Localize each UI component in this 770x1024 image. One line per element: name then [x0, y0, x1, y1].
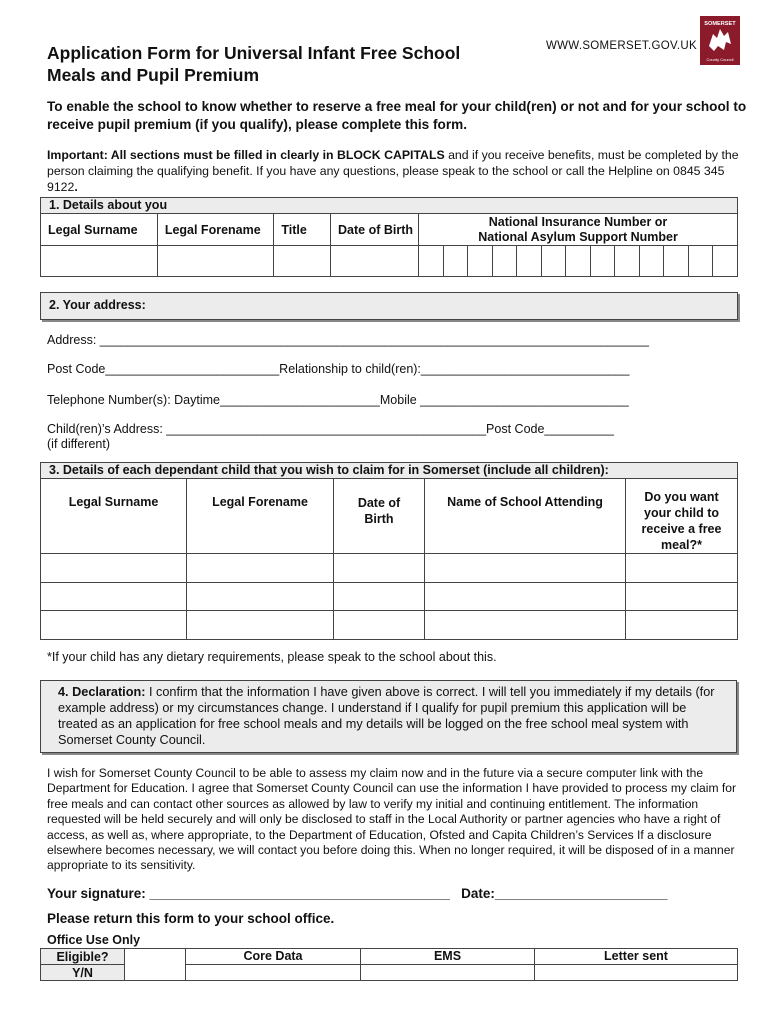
logo-text-top: SOMERSET	[704, 21, 736, 27]
office-use-title: Office Use Only	[47, 933, 141, 947]
col-school: Name of School Attending	[425, 479, 626, 554]
meal-line-1: Do you want	[644, 490, 719, 504]
col-child-dob	[334, 479, 425, 554]
col-child-surname: Legal Surname	[41, 479, 187, 554]
intro-text: To enable the school to know whether to reserve a free meal for your child(ren) or not and for your school to receive pupil premium (if you qualify), please complete this form.	[47, 99, 747, 132]
ni-box[interactable]	[468, 246, 493, 277]
ni-box[interactable]	[664, 246, 689, 277]
somerset-logo	[700, 16, 740, 65]
input-date-of-birth[interactable]	[331, 246, 419, 277]
declaration-text: I confirm that the information I have given above is correct. I will tell you immediately if my details (for example address) or my circumstances change. I understand if I qualify for pupil premium this application will be treated as an application for free school meals and my details will be logged on the free school meal system with Somerset County Council.	[58, 685, 715, 747]
meal-line-2: your child to	[644, 506, 719, 520]
ni-box[interactable]	[590, 246, 615, 277]
ni-box[interactable]	[713, 246, 738, 277]
ni-box[interactable]	[517, 246, 542, 277]
ni-box[interactable]	[541, 246, 566, 277]
ni-line-1: National Insurance Number or	[488, 214, 668, 229]
child-row-forename[interactable]	[187, 583, 334, 611]
important-end: .	[74, 180, 78, 194]
child-row-meal[interactable]	[626, 583, 738, 611]
ems-value[interactable]	[361, 965, 535, 981]
child-row-dob[interactable]	[334, 554, 425, 583]
page-title	[47, 42, 517, 86]
child-row-forename[interactable]	[187, 611, 334, 640]
core-data-header: Core Data	[186, 949, 361, 965]
important-bold: : All sections must be filled in clearly in BLOCK CAPITALS	[103, 148, 445, 162]
section3-table	[40, 462, 738, 640]
child-row-forename[interactable]	[187, 554, 334, 583]
ni-box[interactable]	[443, 246, 468, 277]
ni-line-2: National Asylum Support Number	[478, 229, 678, 244]
child-row-meal[interactable]	[626, 611, 738, 640]
logo-text-bottom: County Council	[706, 57, 734, 62]
col-legal-surname: Legal Surname	[41, 214, 158, 246]
core-data-value[interactable]	[186, 965, 361, 981]
website-link[interactable]: WWW.SOMERSET.GOV.UK	[546, 40, 697, 52]
eligible-value[interactable]	[125, 949, 186, 981]
ni-box[interactable]	[492, 246, 517, 277]
office-use-table	[40, 948, 738, 981]
child-row-school[interactable]	[425, 583, 626, 611]
ni-box[interactable]	[615, 246, 640, 277]
important-note	[47, 147, 747, 195]
child-row-meal[interactable]	[626, 554, 738, 583]
col-title: Title	[274, 214, 331, 246]
col-legal-forename: Legal Forename	[157, 214, 274, 246]
section1-table	[40, 197, 738, 277]
child-address-field[interactable]: Child(ren)’s Address: ______________________________________________Post Code__________	[47, 422, 614, 436]
child-row-surname[interactable]	[41, 583, 187, 611]
child-row-school[interactable]	[425, 611, 626, 640]
ni-box[interactable]	[688, 246, 713, 277]
col-ni-number	[419, 214, 738, 246]
section1-title: 1. Details about you	[41, 198, 738, 214]
ni-box[interactable]	[566, 246, 591, 277]
section2-header	[40, 292, 738, 320]
return-note: Please return this form to your school office.	[47, 911, 335, 926]
telephone-field[interactable]: Telephone Number(s): Daytime_______________________Mobile ______________________________	[47, 393, 629, 407]
eligible-line-1: Eligible?	[56, 949, 109, 964]
ni-box[interactable]	[639, 246, 664, 277]
signature-line[interactable]: Your signature: ________________________________________ Date:_______________________	[47, 886, 668, 901]
important-rest: and if you receive benefits, must be completed by the person claiming the qualifying benefit. If you have any questions, please speak to the school or call the Helpline on 0845 345 9122	[47, 148, 739, 194]
consent-text: I wish for Somerset County Council to be able to assess my claim now and in the future via a secure computer link with the Department for Education. I agree that Somerset County Council can use the information I have provided to process my claim for free meals and can contact other sources as allowed by law to verify my initial and continuing entitlement. The information requested will be held securely and will only be disclosed to staff in the Local Authority or partner agencies who have a right of access, as well as, where appropriate, to the Department of Education, Ofsted and Capita Children’s Services If a disclosure elsewhere becomes necessary, we will contact you before doing this. When no longer required, it will be disposed of in a manner appropriate to its sensitivity.	[47, 766, 737, 873]
letter-sent-value[interactable]	[535, 965, 738, 981]
title-line-2: Meals and Pupil Premium	[47, 65, 259, 85]
eligible-cell	[41, 949, 125, 965]
letter-sent-header: Letter sent	[535, 949, 738, 965]
declaration-label: 4. Declaration:	[58, 685, 146, 699]
child-row-dob[interactable]	[334, 583, 425, 611]
col-date-of-birth: Date of Birth	[331, 214, 419, 246]
declaration-box	[40, 680, 737, 753]
meal-line-3: receive a free	[641, 522, 722, 536]
input-legal-forename[interactable]	[157, 246, 274, 277]
child-row-dob[interactable]	[334, 611, 425, 640]
meal-line-4: meal?*	[661, 538, 702, 552]
section2-title: 2. Your address:	[49, 298, 146, 312]
important-label: Important	[47, 148, 104, 162]
input-legal-surname[interactable]	[41, 246, 158, 277]
postcode-relationship-field[interactable]: Post Code_________________________Relationship to child(ren):______________________________	[47, 362, 630, 376]
yn-cell: Y/N	[41, 965, 125, 981]
col-child-forename: Legal Forename	[187, 479, 334, 554]
dob-line-2: Birth	[364, 512, 394, 526]
title-line-1: Application Form for Universal Infant Free School	[47, 43, 461, 63]
dietary-footnote: *If your child has any dietary requirements, please speak to the school about this.	[47, 650, 497, 664]
child-row-surname[interactable]	[41, 611, 187, 640]
ni-box[interactable]	[419, 246, 444, 277]
col-free-meal	[626, 479, 738, 554]
dob-line-1: Date of	[357, 496, 401, 510]
section3-title: 3. Details of each dependant child that you wish to claim for in Somerset (include all children):	[41, 463, 738, 479]
ems-header: EMS	[361, 949, 535, 965]
if-different-note: (if different)	[47, 437, 110, 451]
address-field[interactable]: Address: _______________________________________________________________________________	[47, 333, 650, 347]
child-row-surname[interactable]	[41, 554, 187, 583]
input-title[interactable]	[274, 246, 331, 277]
child-row-school[interactable]	[425, 554, 626, 583]
